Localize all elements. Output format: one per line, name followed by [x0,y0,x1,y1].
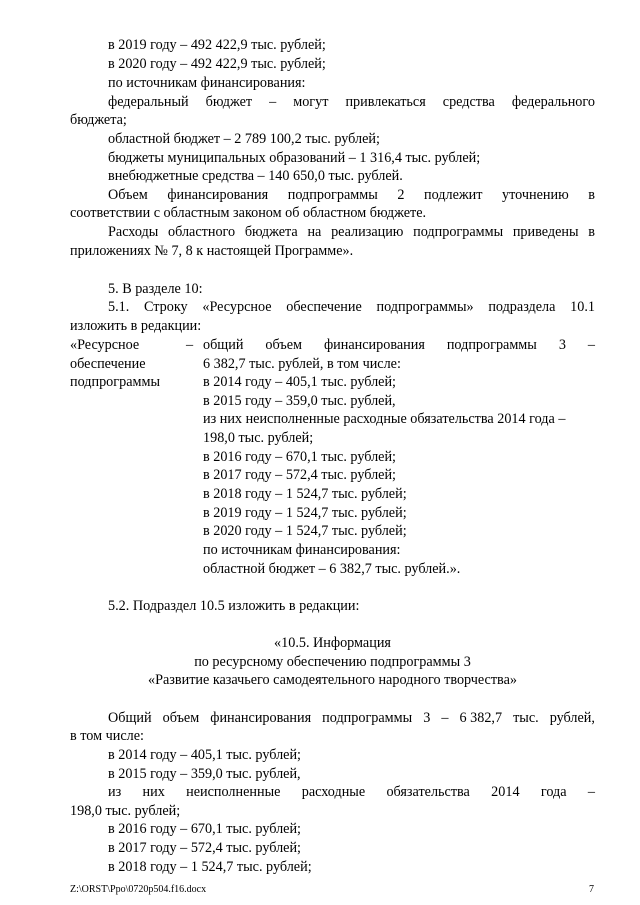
line-5-2: 5.2. Подраздел 10.5 изложить в редакции: [108,598,360,614]
word: 10.1 [570,299,595,315]
line-unfulfilled-cont: 198,0 тыс. рублей; [70,803,181,819]
word: реализацию [331,224,404,240]
table-row-12: по источникам финансирования: [203,542,401,558]
line-b-2015: в 2015 году – 359,0 тыс. рублей, [108,766,301,782]
word: них [142,784,165,800]
word: финансирования [210,710,312,726]
section-title-2: по ресурсному обеспечению подпрограммы 3 [194,654,471,670]
line-b-2014: в 2014 году – 405,1 тыс. рублей; [108,747,301,763]
line-b-2017: в 2017 году – 572,4 тыс. рублей; [108,840,301,856]
word: Объем [108,187,148,203]
line-total [108,709,595,727]
word: «Ресурсное [202,299,272,315]
line-federal [108,93,595,111]
word: тыс. [513,710,539,726]
word: расходные [301,784,366,800]
word: уточнению [502,187,569,203]
word: федерального [511,94,595,110]
line-regional: областной бюджет – 2 789 100,2 тыс. рублей; [108,131,380,147]
word: общий [203,337,244,353]
word: 3 [423,710,431,726]
word: 2014 [491,784,520,800]
section-title-1: «10.5. Информация [274,635,391,651]
table-row-10: в 2019 году – 1 524,7 тыс. рублей; [203,505,407,521]
table-row-11: в 2020 году – 1 524,7 тыс. рублей; [203,523,407,539]
word: Строку [144,299,188,315]
line-federal-cont: бюджета; [70,112,127,128]
word: федеральный [108,94,189,110]
line-unfulfilled [108,783,595,801]
word: приведены [512,224,579,240]
line-expenses [108,223,595,241]
word: обязательства [386,784,470,800]
word: могут [293,94,329,110]
line-5-1-cont: изложить в редакции: [70,318,202,334]
word: финансирования [323,337,425,353]
line-municipal: бюджеты муниципальных образований – 1 316,4 тыс. рублей; [108,150,481,166]
section-title-3: «Развитие казачьего самодеятельного народного творчества» [148,672,517,688]
table-left-1: «Ресурсное [70,337,140,353]
table-row-9: в 2018 году – 1 524,7 тыс. рублей; [203,486,407,502]
word: бюджета [244,224,298,240]
table-row-8: в 2017 году – 572,4 тыс. рублей; [203,467,396,483]
line-2019: в 2019 году – 492 422,9 тыс. рублей; [108,37,326,53]
word: подпрограммы [446,337,537,353]
word: в [588,187,595,203]
line-expenses-cont: приложениях № 7, 8 к настоящей Программе». [70,243,354,259]
line-total-cont: в том числе: [70,728,144,744]
table-row-1 [203,336,595,354]
table-row-6: 198,0 тыс. рублей; [203,430,314,446]
word: 3 [558,337,566,353]
word: – [587,784,595,800]
line-b-2018: в 2018 году – 1 524,7 тыс. рублей; [108,859,312,875]
line-volume-cont: соответствии с областным законом об областном бюджете. [70,205,427,221]
word: 5.1. [108,299,130,315]
table-row-13: областной бюджет – 6 382,7 тыс. рублей.». [203,561,461,577]
table-row-5: из них неисполненные расходные обязательства 2014 года – [203,411,566,427]
line-sources: по источникам финансирования: [108,75,306,91]
word: 6 382,7 [459,710,503,726]
word: – [269,94,277,110]
word: средства [442,94,495,110]
word: из [108,784,122,800]
line-5-1 [108,298,595,316]
table-dash: – [186,337,194,353]
footer-file-path: Z:\ORST\Ppo\0720p504.f16.docx [70,884,207,895]
line-volume [108,186,595,204]
word: 2 [397,187,405,203]
word: рублей, [549,710,595,726]
word: года [540,784,567,800]
word: подраздела [488,299,556,315]
table-row-2: 6 382,7 тыс. рублей, в том числе: [203,356,401,372]
word: Общий [108,710,152,726]
word: бюджет [205,94,253,110]
line-b-2016: в 2016 году – 670,1 тыс. рублей; [108,821,301,837]
word: на [307,224,322,240]
word: подпрограммы [322,710,413,726]
word: неисполненные [186,784,281,800]
word: областного [168,224,236,240]
line-2020: в 2020 году – 492 422,9 тыс. рублей; [108,56,326,72]
table-left-3: подпрограммы [70,374,160,390]
word: подпрограммы [413,224,504,240]
word: – [587,337,595,353]
table-left-2: обеспечение [70,356,146,372]
word: подпрограммы [287,187,378,203]
word: объем [162,710,200,726]
table-row-4: в 2015 году – 359,0 тыс. рублей, [203,393,396,409]
word: – [441,710,449,726]
word: в [588,224,595,240]
section-5-heading: 5. В разделе 10: [108,281,203,297]
line-extrabudget: внебюджетные средства – 140 650,0 тыс. рублей. [108,168,403,184]
table-row-7: в 2016 году – 670,1 тыс. рублей; [203,449,396,465]
word: подлежит [424,187,483,203]
table-row-3: в 2014 году – 405,1 тыс. рублей; [203,374,396,390]
word: привлекаться [345,94,426,110]
word: Расходы [108,224,159,240]
word: подпрограммы» [376,299,474,315]
footer-page-number: 7 [589,884,594,895]
word: объем [265,337,302,353]
word: финансирования [167,187,269,203]
word: обеспечение [286,299,362,315]
